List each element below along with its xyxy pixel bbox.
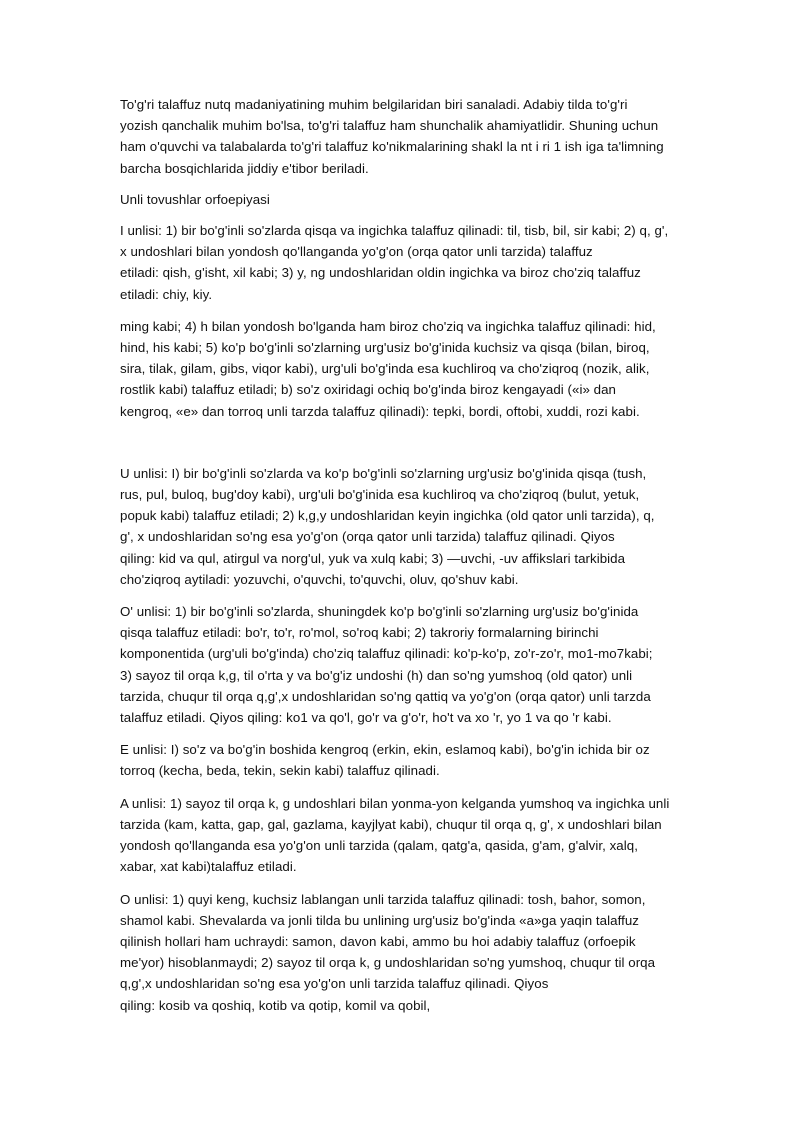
spacer [120, 305, 682, 316]
e-vowel-paragraph: E unlisi: I) so'z va bo'g'in boshida kengroq (erkin, ekin, eslamoq kabi), bo'g'in ichida bir oz torroq (kecha, beda, tekin, sekin kabi) talaffuz qilinadi. [120, 742, 650, 779]
i-vowel-continued-paragraph: ming kabi; 4) h bilan yondosh bo'lganda ham biroz cho'ziq va ingichka talaffuz qilinadi: hid, hind, his kabi; 5) ko'p bo'g'inli so'zlarning urg'usiz bo'g'inida kuchsiz va qisqa (bilan, biroq, sira, tilak, gilam, gibs, viqor kabi), urg'uli bo'g'inda esa kuchliroq va cho'ziqroq (nozik, alik, rostlik kabi) talaffuz etiladi; b) so'z oxiridagi ochiq bo'g'inda biroz kengayadi («i» dan kengroq, «e» dan torroq unli tarzda talaffuz qilinadi): tepki, bordi, oftobi, xuddi, rozi kabi. [120, 318, 656, 419]
o-apostrophe-vowel-paragraph: O' unlisi: 1) bir bo'g'inli so'zlarda, shuningdek ko'p bo'g'inli so'zlarning urg'usiz bo'g'inida qisqa talaffuz etiladi: bo'r, to'r, ro'mol, so'roq kabi; 2) takroriy formalarning birinchi komponentida (urg'uli bo'g'inda) cho'ziq talaffuz qilinadi: ko'p-ko'p, zo'r-zo'r, mo1-mo7kabi; 3) sayoz til orqa k,g, til o'rta y va bo'g'iz undoshi (h) dan so'ng yumshoq (old qator) unli tarzida, chuqur til orqa q,g',x undoshlaridan so'ng qattiq va yo'g'on (orqa qator) unli tarzda talaffuz etiladi. Qiyos qiling: ko1 va qo'l, go'r va g'o'r, ho't va xo 'r, yo 1 va qo 'r kabi. [120, 604, 653, 726]
document-page [120, 94, 682, 1016]
intro-paragraph: To'g'ri talaffuz nutq madaniyatining muhim belgilaridan biri sanaladi. Adabiy tilda to'g'ri yozish qanchalik muhim bo'lsa, to'g'ri talaffuz ham shunchalik ahamiyatlidir. Shuning uchun ham o'quvchi va talabalarda to'g'ri talaffuz ko'nikmalarining shakl la nt i ri 1 ish iga ta'limning barcha bosqichlarida jiddiy e'tibor beriladi. [120, 97, 664, 176]
spacer [120, 590, 682, 601]
spacer [120, 878, 682, 889]
a-vowel-paragraph: A unlisi: 1) sayoz til orqa k, g undoshlari bilan yonma-yon kelganda yumshoq va ingichka unli tarzida (kam, katta, gap, gal, gazlama, kayjlyat kabi), chuqur til orqa q, g', x undoshlari bilan yondosh qo'llanganda esa yo'g'on unli tarzida (qalam, qatg'a, qasida, g'am, g'alvir, xalq, xabar, xat kabi)talaffuz etiladi. [120, 795, 670, 875]
spacer [120, 422, 682, 463]
spacer [120, 210, 682, 220]
spacer [120, 179, 682, 189]
u-vowel-paragraph: U unlisi: I) bir bo'g'inli so'zlarda va ko'p bo'g'inli so'zlarning urg'usiz bo'g'inida qisqa (tush, rus, pul, buloq, bug'doy kabi), urg'uli bo'g'inida esa kuchliroq va cho'ziqroq (bulut, yetuk, popuk kabi) talaffuz etiladi; 2) k,g,y undoshlaridan keyin ingichka (old qator unli tarzida), q, g', x undoshlaridan so'ng esa yo'g'on (orqa qator unli tarzida) talaffuz qilinadi. Qiyos qiling: kid va qul, atirgul va norg'ul, yuk va xulq kabi; 3) —uvchi, -uv affikslari tarkibida cho'ziqroq aytiladi: yozuvchi, o'quvchi, to'quvchi, oluv, qo'shuv kabi. [120, 465, 655, 587]
spacer [120, 782, 682, 793]
i-vowel-paragraph: I unlisi: 1) bir bo'g'inli so'zlarda qisqa va ingichka talaffuz qilinadi: til, tisb, bil, sir kabi; 2) q, g', x undoshlari bilan yondosh qo'llanganda yo'g'on (orqa qator unli tarzida) talaffuz etiladi: qish, g'isht, xil kabi; 3) y, ng undoshlaridan oldin ingichka va biroz cho'ziq talaffuz etiladi: chiy, kiy. [120, 223, 669, 302]
o-vowel-paragraph: O unlisi: 1) quyi keng, kuchsiz lablangan unli tarzida talaffuz qilinadi: tosh, bahor, somon, shamol kabi. Shevalarda va jonli tilda bu unlining urg'usiz bo'g'inda «a»ga yaqin talaffuz qilinish hollari ham uchraydi: samon, davon kabi, ammo bu hoi adabiy talaffuz (orfoepik me'yor) hisoblanmaydi; 2) sayoz til orqa k, g undoshlaridan so'ng yumshoq, chuqur til orqa q,g',x undoshlaridan so'ng esa yo'g'on unli tarzida talaffuz qilinadi. Qiyos qiling: kosib va qoshiq, kotib va qotip, komil va qobil, [120, 891, 656, 1013]
section-heading: Unli tovushlar orfoepiyasi [120, 191, 270, 207]
spacer [120, 728, 682, 739]
